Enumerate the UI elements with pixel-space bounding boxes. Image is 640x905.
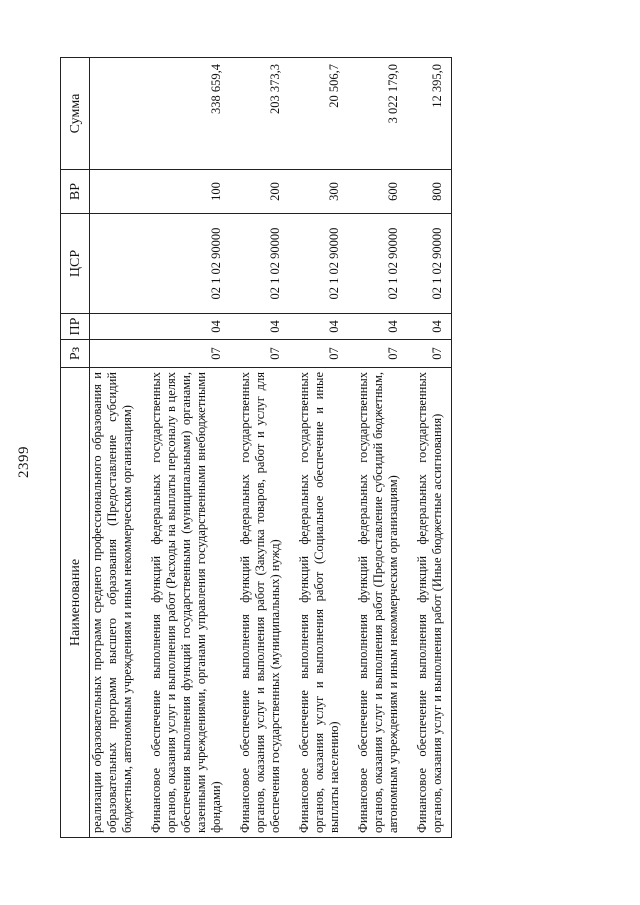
row-csr: 02 1 02 90000 <box>407 214 452 314</box>
row-csr: 02 1 02 90000 <box>141 214 230 314</box>
row-name: Финансовое обеспечение выполнения функций федеральных государственных органов, оказания услуг и выполнения работ (Закупка товаров, работ и услуг для обеспечения государственных (муниципальных) нужд) <box>230 368 289 838</box>
table-row <box>230 58 289 838</box>
budget-table <box>60 57 452 838</box>
row-vr: 800 <box>407 170 452 214</box>
row-name: Финансовое обеспечение выполнения функций федеральных государственных органов, оказания услуг и выполнения работ (Иные бюджетные ассигнования) <box>407 368 452 838</box>
row-sum: 338 659,4 <box>141 58 230 170</box>
row-name: Финансовое обеспечение выполнения функций федеральных государственных органов, оказания услуг и выполнения работ (Социальное обеспечение и иные выплаты населению) <box>289 368 348 838</box>
header-rz: Рз <box>61 340 90 368</box>
row-rz: 07 <box>141 340 230 368</box>
table-header-row <box>61 58 90 838</box>
row-sum: 20 506,7 <box>289 58 348 170</box>
row-csr: 02 1 02 90000 <box>348 214 407 314</box>
table-row <box>407 58 452 838</box>
row-name: Финансовое обеспечение выполнения функций федеральных государственных органов, оказания услуг и выполнения работ (Расходы на выплаты персоналу в целях обеспечения выполнения функций государственными (муниципальными) органами, казенными учреждениями, органами управления государственными внебюджетными фондами) <box>141 368 230 838</box>
row-csr <box>90 214 142 314</box>
header-csr: ЦСР <box>61 214 90 314</box>
header-pr: ПР <box>61 314 90 340</box>
row-vr: 600 <box>348 170 407 214</box>
row-name: реализации образовательных программ среднего профессионального образования и образовательных программ высшего образования (Предоставление субсидий бюджетным, автономным учреждениям и иным некоммерческим организациям) <box>90 368 142 838</box>
row-pr: 04 <box>230 314 289 340</box>
row-csr: 02 1 02 90000 <box>289 214 348 314</box>
table-row <box>90 58 142 838</box>
row-vr: 100 <box>141 170 230 214</box>
rotated-page-content <box>16 58 600 838</box>
table-row <box>141 58 230 838</box>
row-pr: 04 <box>289 314 348 340</box>
row-sum: 3 022 179,0 <box>348 58 407 170</box>
header-name: Наименование <box>61 368 90 838</box>
table-row <box>348 58 407 838</box>
row-rz <box>90 340 142 368</box>
row-vr: 300 <box>289 170 348 214</box>
row-pr: 04 <box>348 314 407 340</box>
row-sum: 203 373,3 <box>230 58 289 170</box>
row-csr: 02 1 02 90000 <box>230 214 289 314</box>
row-sum: 12 395,0 <box>407 58 452 170</box>
row-vr: 200 <box>230 170 289 214</box>
row-rz: 07 <box>348 340 407 368</box>
row-vr <box>90 170 142 214</box>
page-number: 2399 <box>16 446 32 478</box>
row-pr: 04 <box>141 314 230 340</box>
header-sum: Сумма <box>61 58 90 170</box>
row-pr <box>90 314 142 340</box>
row-sum <box>90 58 142 170</box>
header-vr: ВР <box>61 170 90 214</box>
row-rz: 07 <box>230 340 289 368</box>
table-row <box>289 58 348 838</box>
row-pr: 04 <box>407 314 452 340</box>
row-rz: 07 <box>407 340 452 368</box>
row-name: Финансовое обеспечение выполнения функций федеральных государственных органов, оказания услуг и выполнения работ (Предоставление субсидий бюджетным, автономным учреждениям и иным некоммерческим организациям) <box>348 368 407 838</box>
row-rz: 07 <box>289 340 348 368</box>
